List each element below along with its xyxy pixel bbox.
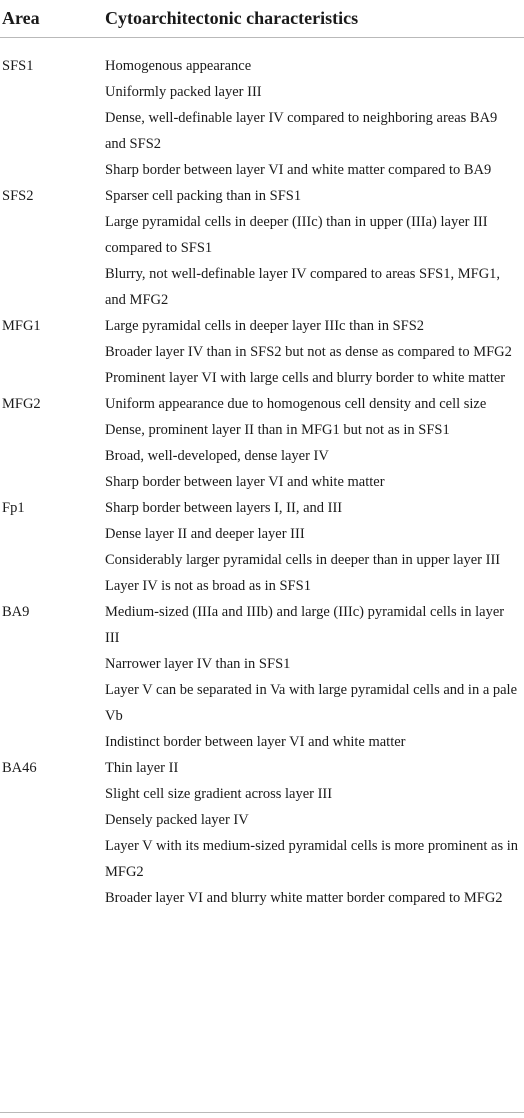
characteristic-item: Sparser cell packing than in SFS1 (105, 188, 302, 204)
header-area: Area (2, 8, 40, 28)
characteristics-cell (105, 313, 524, 391)
characteristic-item: Layer IV is not as broad as in SFS1 (105, 578, 311, 594)
table-header (0, 0, 524, 38)
characteristic-item: Large pyramidal cells in deeper layer IIIc than in SFS2 (105, 318, 425, 334)
area-cell: Fp1 (2, 500, 25, 516)
characteristic-item: Considerably larger pyramidal cells in deeper than in upper layer III (105, 552, 501, 568)
characteristic-item: Layer V with its medium-sized pyramidal cells is more prominent as in MFG2 (105, 838, 519, 880)
characteristic-item: Broad, well-developed, dense layer IV (105, 448, 329, 464)
characteristics-cell (105, 391, 524, 495)
characteristic-item: Medium-sized (IIIa and IIIb) and large (IIIc) pyramidal cells in layer III (105, 604, 505, 646)
header-characteristics: Cytoarchitectonic characteristics (105, 8, 359, 28)
characteristics-cell (105, 495, 524, 599)
characteristic-item: Sharp border between layer VI and white matter (105, 474, 385, 490)
characteristic-item: Dense, well-definable layer IV compared to neighboring areas BA9 and SFS2 (105, 110, 498, 152)
bottom-rule (0, 1112, 524, 1113)
area-cell: MFG1 (2, 318, 41, 334)
table-body (0, 38, 524, 911)
table-row (0, 495, 524, 599)
characteristic-item: Thin layer II (105, 760, 179, 776)
characteristic-item: Uniformly packed layer III (105, 84, 262, 100)
table-row (0, 599, 524, 755)
characteristic-item: Slight cell size gradient across layer III (105, 786, 333, 802)
characteristic-item: Broader layer IV than in SFS2 but not as dense as compared to MFG2 (105, 344, 512, 360)
characteristics-cell (105, 53, 524, 183)
characteristic-item: Sharp border between layer VI and white matter compared to BA9 (105, 162, 492, 178)
area-cell: MFG2 (2, 396, 41, 412)
characteristic-item: Sharp border between layers I, II, and III (105, 500, 343, 516)
characteristics-cell (105, 755, 524, 911)
table-row (0, 313, 524, 391)
characteristic-item: Blurry, not well-definable layer IV compared to areas SFS1, MFG1, and MFG2 (105, 266, 501, 308)
table-row (0, 391, 524, 495)
characteristic-item: Dense, prominent layer II than in MFG1 but not as in SFS1 (105, 422, 450, 438)
characteristic-item: Uniform appearance due to homogenous cell density and cell size (105, 396, 487, 412)
characteristic-item: Layer V can be separated in Va with large pyramidal cells and in a pale Vb (105, 682, 518, 724)
characteristics-cell (105, 183, 524, 313)
characteristic-item: Broader layer VI and blurry white matter border compared to MFG2 (105, 890, 503, 906)
characteristic-item: Densely packed layer IV (105, 812, 249, 828)
table-row (0, 755, 524, 911)
characteristic-item: Homogenous appearance (105, 58, 252, 74)
table-row (0, 53, 524, 183)
characteristics-cell (105, 599, 524, 755)
area-cell: BA46 (2, 760, 37, 776)
characteristic-item: Narrower layer IV than in SFS1 (105, 656, 291, 672)
characteristic-item: Prominent layer VI with large cells and blurry border to white matter (105, 370, 506, 386)
area-cell: SFS2 (2, 188, 34, 204)
table-row (0, 183, 524, 313)
area-cell: SFS1 (2, 58, 34, 74)
characteristic-item: Large pyramidal cells in deeper (IIIc) than in upper (IIIa) layer III compared to SFS1 (105, 214, 488, 256)
characteristic-item: Dense layer II and deeper layer III (105, 526, 305, 542)
area-cell: BA9 (2, 604, 30, 620)
characteristic-item: Indistinct border between layer VI and white matter (105, 734, 406, 750)
